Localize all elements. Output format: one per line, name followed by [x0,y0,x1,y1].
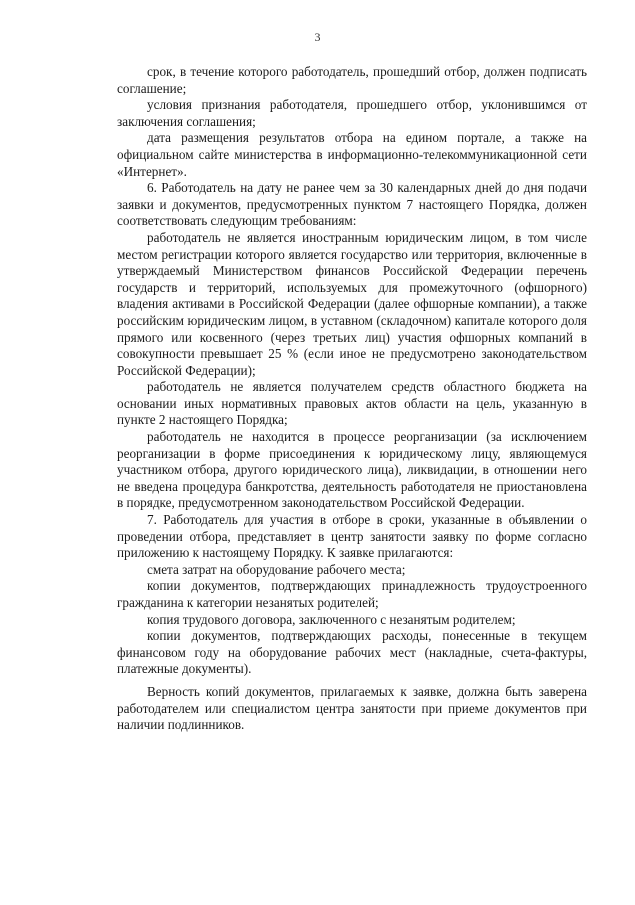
paragraph: условия признания работодателя, прошедшего отбор, уклонившимся от заключения соглашения; [117,97,587,129]
paragraph: работодатель не является получателем средств областного бюджета на основании иных нормативных правовых актов области на цель, указанную в пункте 2 настоящего Порядка; [117,379,587,428]
paragraph: работодатель не находится в процессе реорганизации (за исключением реорганизации в форме присоединения к юридическому лицу, являющемуся участником отбора, другого юридического лица), ликвидации, в отношении него не введена процедура банкротства, деятельность работодателя не приостановлена в порядке, предусмотренном законодательством Российской Федерации. [117,429,587,511]
paragraph: копия трудового договора, заключенного с незанятым родителем; [147,611,516,627]
paragraph: копии документов, подтверждающих расходы, понесенные в текущем финансовом году на оборудование рабочих мест (накладные, счета-фактуры, платежные документы). [117,628,587,677]
paragraph: смета затрат на оборудование рабочего места; [147,561,406,577]
page-number: 3 [314,30,321,44]
paragraph: дата размещения результатов отбора на едином портале, а также на официальном сайте министерства в информационно-телекоммуникационной сети «Интернет». [117,130,587,179]
paragraph: 6. Работодатель на дату не ранее чем за 30 календарных дней до дня подачи заявки и документов, предусмотренных пунктом 7 настоящего Порядка, должен соответствовать следующим требованиям: [117,180,587,229]
document-body [117,64,587,734]
paragraph: копии документов, подтверждающих принадлежность трудоустроенного гражданина к категории незанятых родителей; [117,578,587,610]
paragraph: Верность копий документов, прилагаемых к заявке, должна быть заверена работодателем или специалистом центра занятости при приеме документов при наличии подлинников. [117,683,587,733]
paragraph: срок, в течение которого работодатель, прошедший отбор, должен подписать соглашение; [117,64,587,96]
paragraph: работодатель не является иностранным юридическим лицом, в том числе местом регистрации которого является государство или территория, включенные в утверждаемый Министерством финансов Российской Федерации перечень государств и территорий, используемых для промежуточного (офшорного) владения активами в Российской Федерации (далее офшорные компании), а также российским юридическим лицом, в уставном (складочном) капитале которого доля прямого или косвенного (через третьих лиц) участия офшорных компаний в совокупности превышает 25 % (если иное не предусмотрено законодательством Российской Федерации); [117,229,587,378]
paragraph: 7. Работодатель для участия в отборе в сроки, указанные в объявлении о проведении отбора, представляет в центр занятости заявку по форме согласно приложению к настоящему Порядку. К заявке прилагаются: [117,512,587,561]
